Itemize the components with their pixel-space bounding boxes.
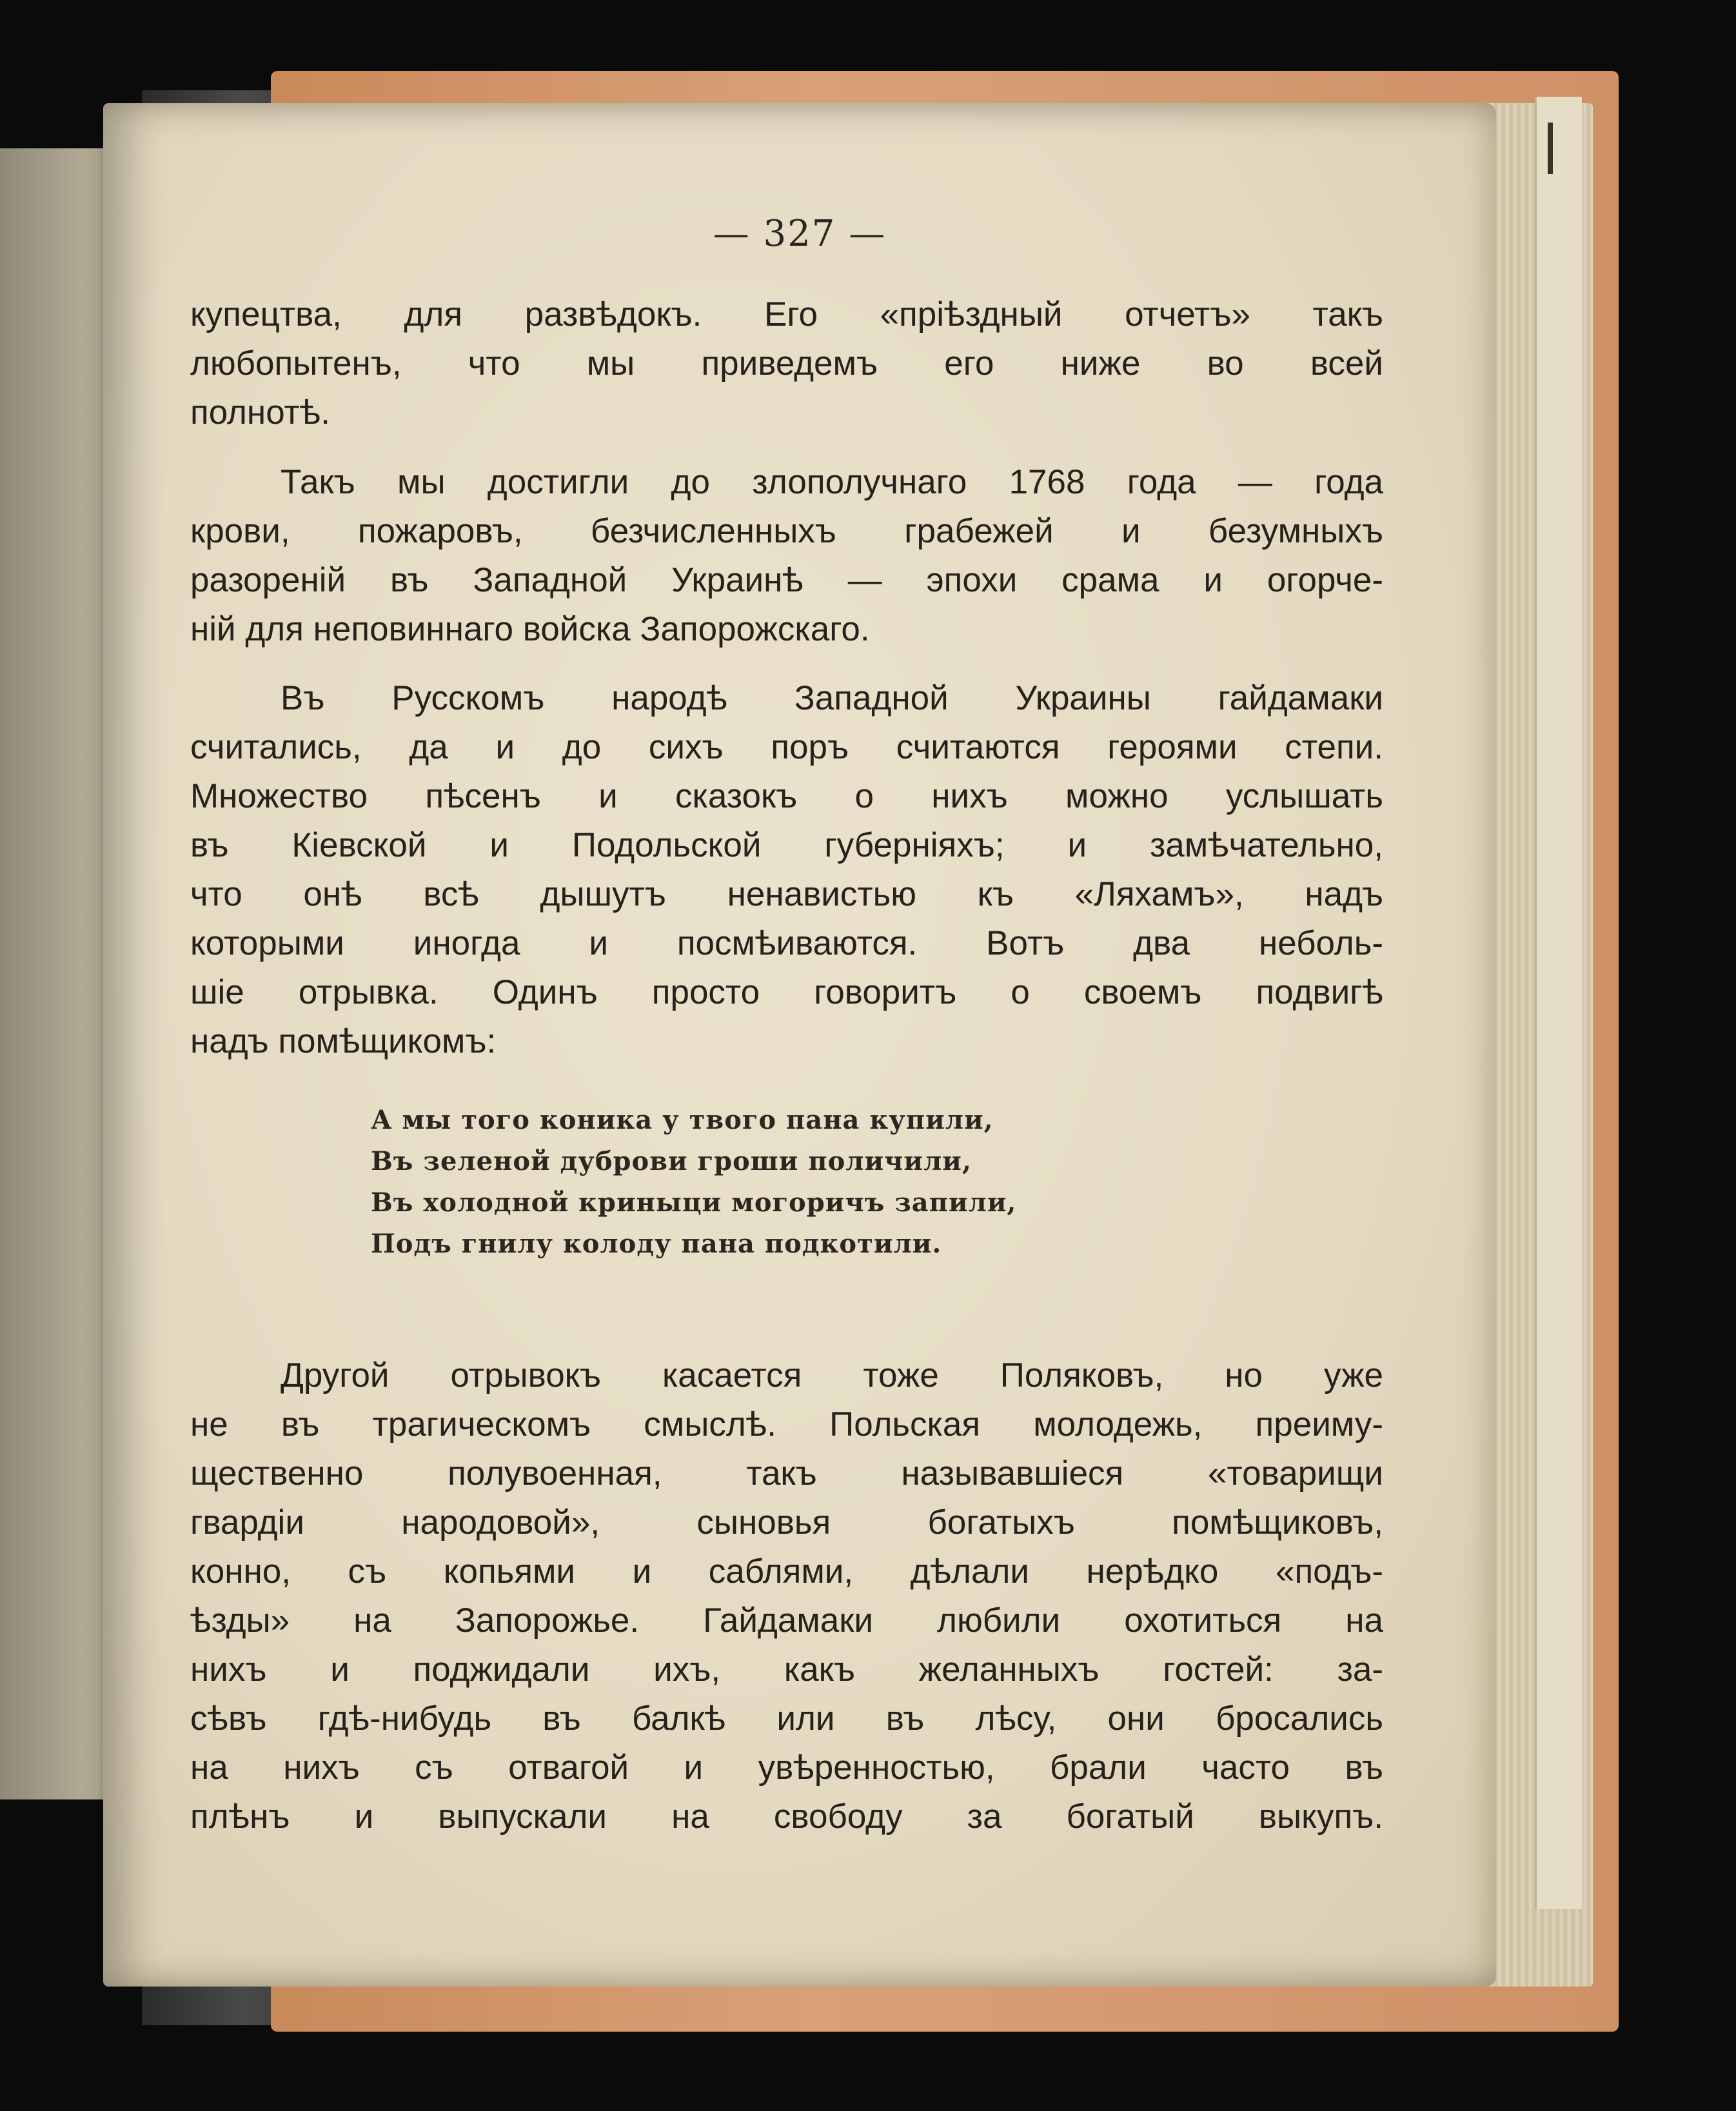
text-line: Такъ мы достигли до злополучнаго 1768 года — года <box>281 463 1383 501</box>
text-line: въ Кіевской и Подольской губерніяхъ; и замѣчательно, <box>190 826 1383 864</box>
text-line: разореній въ Западной Украинѣ — эпохи срама и огорче- <box>190 561 1383 599</box>
text-line: шіе отрывка. Одинъ просто говоритъ о своемъ подвигѣ <box>190 973 1383 1011</box>
text-line: что онѣ всѣ дышутъ ненавистью къ «Ляхамъ», надъ <box>190 875 1383 913</box>
text-line: не въ трагическомъ смыслѣ. Польская молодежь, преиму- <box>190 1405 1383 1443</box>
page-number: — 327 — <box>713 213 887 255</box>
paragraph-haidamaky <box>190 674 1383 1066</box>
text-line: на нихъ съ отвагой и увѣренностью, брали часто въ <box>190 1749 1383 1787</box>
text-line: гвардіи народовой», сыновья богатыхъ помѣщиковъ, <box>190 1503 1383 1541</box>
page-edge-mark <box>1548 123 1553 174</box>
text-line: Въ Русскомъ народѣ Западной Украины гайдамаки <box>281 679 1383 717</box>
text-line: купецтва, для развѣдокъ. Его «пріѣздный отчетъ» такъ <box>190 295 1383 333</box>
text-line: считались, да и до сихъ поръ считаются героями степи. <box>190 728 1383 766</box>
text-line: нихъ и поджидали ихъ, какъ желанныхъ гостей: за- <box>190 1650 1383 1689</box>
text-line: крови, пожаровъ, безчисленныхъ грабежей и безумныхъ <box>190 512 1383 550</box>
text-line: Множество пѣсенъ и сказокъ о нихъ можно услышать <box>190 777 1383 815</box>
text-line: конно, съ копьями и саблями, дѣлали нерѣдко «подъ- <box>190 1552 1383 1591</box>
paragraph-continuation <box>190 290 1383 437</box>
text-line: ѣзды» на Запорожье. Гайдамаки любили охотиться на <box>190 1601 1383 1640</box>
text-line: Другой отрывокъ касается тоже Поляковъ, но уже <box>281 1356 1383 1394</box>
poem-line: Въ зеленой дуброви гроши поличили, <box>371 1146 972 1176</box>
text-line: плѣнъ и выпускали на свободу за богатый выкупъ. <box>190 1798 1383 1836</box>
paragraph-1768 <box>190 458 1383 654</box>
text-line: надъ помѣщикомъ: <box>190 1022 497 1060</box>
text-line: ній для неповиннаго войска Запорожскаго. <box>190 610 870 648</box>
poem-line: А мы того коника у твого пана купили, <box>371 1105 994 1135</box>
page-edge-tab <box>1535 97 1582 1909</box>
poem-line: Въ холодной криныци могоричъ запили, <box>371 1187 1017 1218</box>
text-line: любопытенъ, что мы приведемъ его ниже во всей <box>190 344 1383 382</box>
text-line: которыми иногда и посмѣиваются. Вотъ два неболь- <box>190 924 1383 962</box>
poem-quote <box>371 1100 1209 1265</box>
text-line: полнотѣ. <box>190 393 330 431</box>
book-page <box>103 103 1496 1987</box>
paragraph-polish-youth <box>190 1351 1383 1841</box>
text-line: сѣвъ гдѣ-нибудь въ балкѣ или въ лѣсу, они бросались <box>190 1700 1383 1738</box>
text-line: щественно полувоенная, такъ называвшіеся «товарищи <box>190 1454 1383 1492</box>
poem-line: Подъ гнилу колоду пана подкотили. <box>371 1229 942 1259</box>
